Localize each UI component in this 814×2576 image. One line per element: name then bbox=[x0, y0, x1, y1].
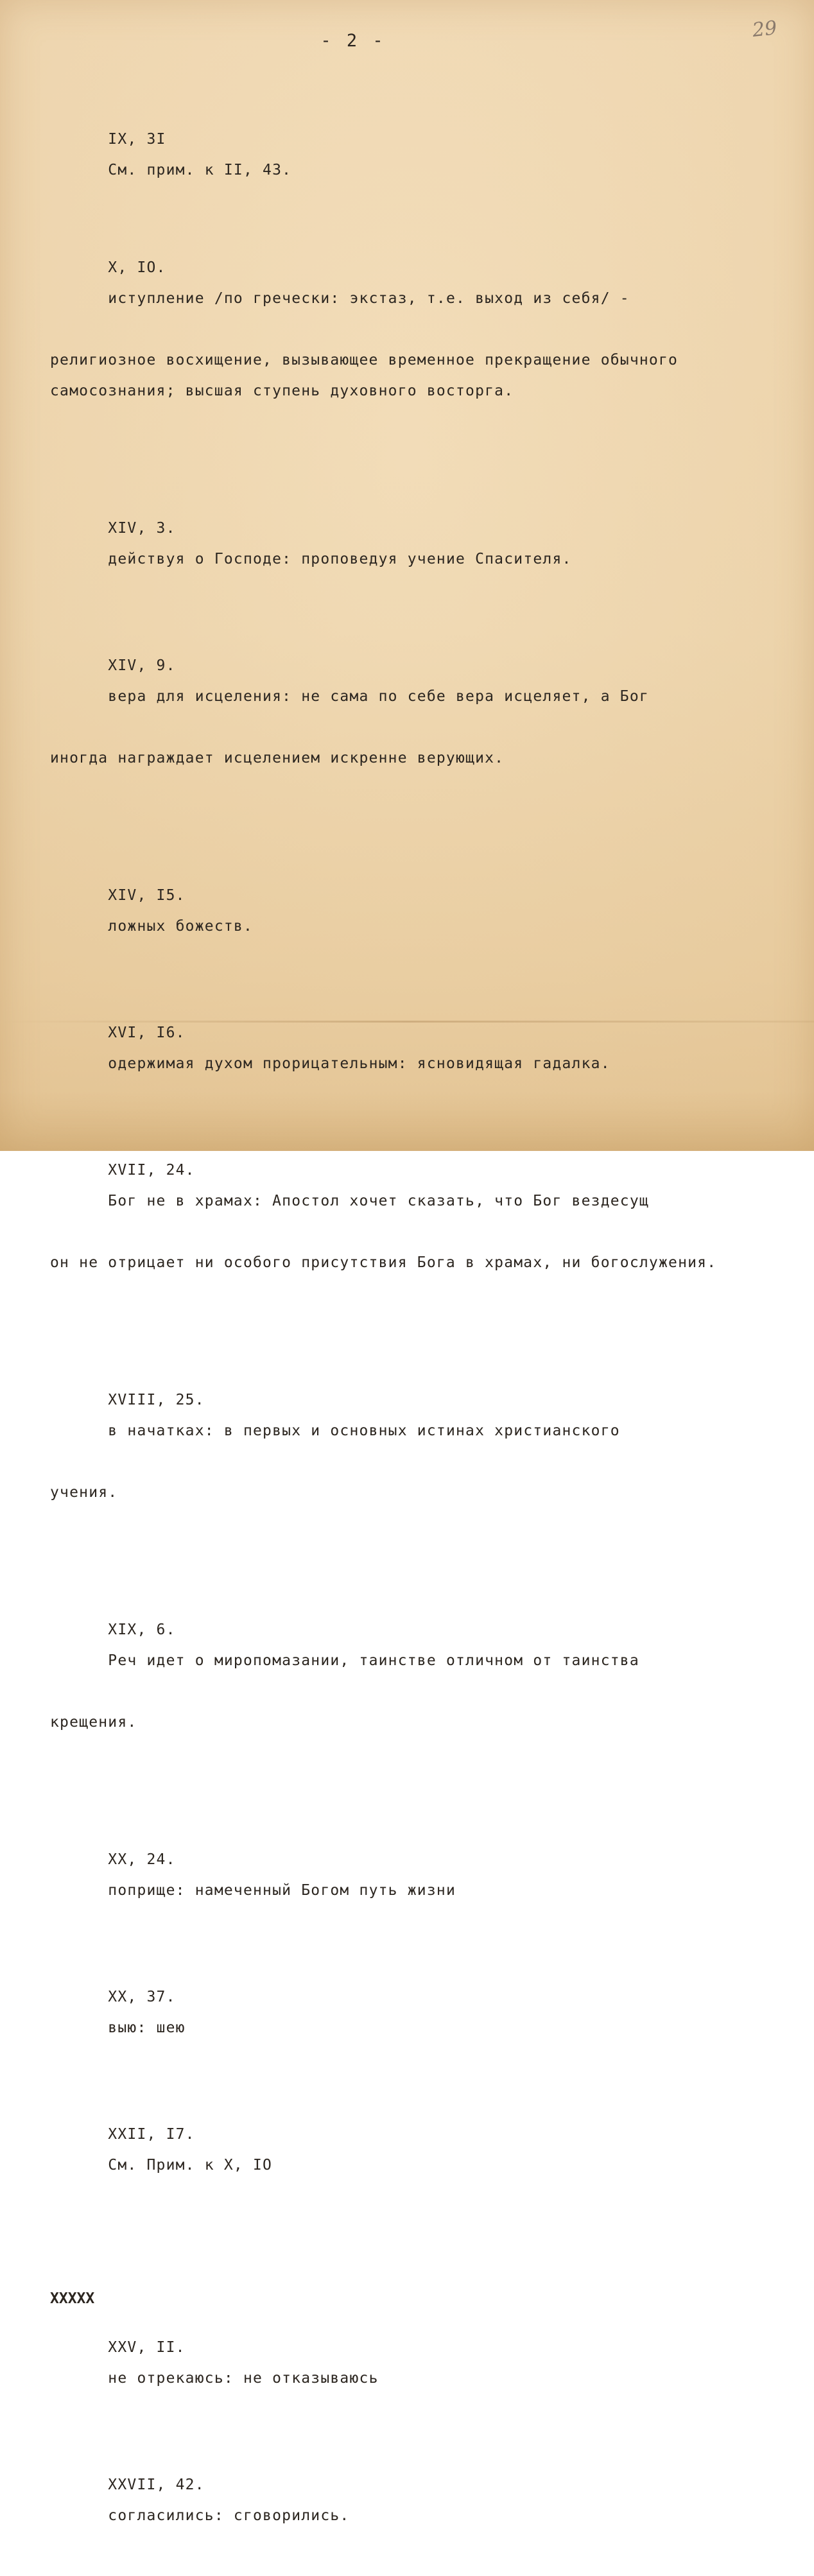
verse-reference: XVIII, 25. bbox=[108, 1392, 205, 1408]
note-text: Реч идет о миропомазании, таинстве отличном от таинства bbox=[108, 1652, 639, 1669]
verse-reference: XIV, I5. bbox=[108, 887, 186, 904]
note-entry bbox=[50, 619, 795, 835]
note-text: действуя о Господе: проповедуя учение Спасителя. bbox=[108, 551, 572, 567]
note-entry bbox=[50, 482, 795, 605]
note-entry bbox=[50, 93, 795, 216]
note-text: выю: шею bbox=[108, 2019, 186, 2036]
note-continuation: иногда награждает исцелением искренне верующих. bbox=[50, 750, 505, 766]
note-text: не отрекаюсь: не отказываюсь bbox=[108, 2370, 379, 2387]
verse-reference: XIX, 6. bbox=[108, 1621, 176, 1638]
verse-reference: XVI, I6. bbox=[108, 1024, 186, 1041]
verse-reference: XX, 37. bbox=[108, 1989, 176, 2005]
note-entry bbox=[50, 2226, 795, 2425]
note-entry bbox=[50, 1584, 795, 1799]
note-text: См. Прим. к X, IO bbox=[108, 2157, 273, 2174]
verse-reference: XXII, I7. bbox=[108, 2126, 195, 2143]
verse-reference: XX, 24. bbox=[108, 1851, 176, 1868]
note-entry bbox=[50, 1813, 795, 1937]
struck-out-text: XXXXX bbox=[50, 2290, 95, 2307]
note-continuation: религиозное восхищение, вызывающее временное прекращение обычного самосознания; высшая ступень духовного восторга. bbox=[50, 352, 688, 399]
note-entry bbox=[50, 1951, 795, 2074]
verse-reference: XXVII, 42. bbox=[108, 2477, 205, 2493]
note-continuation: он не отрицает ни особого присутствия Бога в храмах, ни богослужения. bbox=[50, 1254, 717, 1271]
archive-page-number: 29 bbox=[751, 17, 778, 42]
note-entry bbox=[50, 221, 795, 468]
note-text: Бог не в храмах: Апостол хочет сказать, что Бог вездесущ bbox=[108, 1193, 649, 1209]
note-entry bbox=[50, 987, 795, 1110]
note-continuation: учения. bbox=[50, 1484, 118, 1501]
verse-reference: IX, 3I bbox=[108, 131, 166, 148]
note-text: в начатках: в первых и основных истинах христианского bbox=[108, 1422, 620, 1439]
note-text: иступление /по гречески: экстаз, т.е. выход из себя/ - bbox=[108, 290, 630, 307]
note-text: См. прим. к II, 43. bbox=[108, 162, 292, 178]
note-text: поприще: намеченный Богом путь жизни bbox=[108, 1882, 456, 1899]
note-entry bbox=[50, 1354, 795, 1569]
verse-reference: XXV, II. bbox=[108, 2339, 186, 2356]
note-entry bbox=[50, 849, 795, 972]
page-number: - 2 - bbox=[320, 31, 386, 51]
note-text: согласились: сговорились. bbox=[108, 2507, 350, 2524]
note-text: вера для исцеления: не сама по себе вера исцеляет, а Бог bbox=[108, 688, 649, 705]
note-text: ложных божеств. bbox=[108, 918, 254, 935]
verse-reference: XIV, 3. bbox=[108, 520, 176, 537]
note-entry bbox=[50, 1124, 795, 1340]
note-entry bbox=[50, 2439, 795, 2562]
verse-reference: X, IO. bbox=[108, 259, 166, 276]
notes-list bbox=[50, 93, 795, 2576]
note-entry bbox=[50, 2088, 795, 2211]
verse-reference: XVII, 24. bbox=[108, 1162, 195, 1179]
verse-reference: XIV, 9. bbox=[108, 657, 176, 674]
note-text: одержимая духом прорицательным: ясновидящая гадалка. bbox=[108, 1055, 610, 1072]
note-continuation: крещения. bbox=[50, 1714, 137, 1731]
